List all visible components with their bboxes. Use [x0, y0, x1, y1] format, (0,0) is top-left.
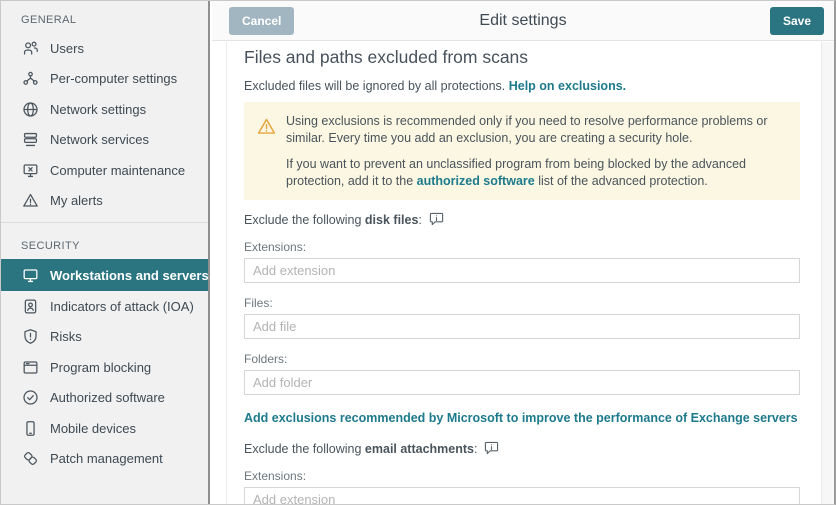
- email-attachments-heading: [244, 441, 800, 456]
- sidebar-item-per-computer-settings[interactable]: [1, 64, 208, 95]
- email-extensions-input[interactable]: [244, 487, 800, 504]
- sidebar-item-patch-management[interactable]: [1, 444, 208, 475]
- email-attachments-heading-prefix: Exclude the following: [244, 441, 362, 456]
- intro-sentence: Excluded files will be ignored by all protections.: [244, 79, 506, 93]
- sidebar-item-computer-maintenance[interactable]: [1, 155, 208, 186]
- sidebar-item-workstations-and-servers[interactable]: [1, 259, 208, 291]
- server-stack-icon: [20, 129, 41, 150]
- warning-paragraph-1: Using exclusions is recommended only if you need to resolve performance problems or similar. Every time you add an exclusion, you are creating a security hole.: [286, 114, 768, 145]
- disk-extensions-group: [244, 240, 800, 283]
- patch-icon: [20, 448, 41, 469]
- warning-paragraph-2: [286, 156, 784, 190]
- email-attachments-heading-bold: email attachments: [364, 441, 474, 456]
- disk-files-label: Files:: [244, 296, 273, 310]
- intro-text: [244, 79, 800, 93]
- microsoft-exclusions-link[interactable]: Add exclusions recommended by Microsoft to improve the performance of Exchange servers: [244, 411, 798, 425]
- sidebar: [1, 1, 210, 504]
- main-panel: [212, 1, 834, 504]
- page-title: Files and paths excluded from scans: [244, 47, 529, 67]
- sidebar-item-risks[interactable]: [1, 322, 208, 353]
- disk-folders-group: [244, 352, 800, 395]
- disk-files-heading: [244, 212, 800, 227]
- sidebar-item-label: Indicators of attack (IOA): [50, 298, 194, 314]
- email-extensions-group: [244, 469, 800, 504]
- sidebar-item-program-blocking[interactable]: [1, 352, 208, 383]
- warning-triangle-icon: [256, 113, 286, 190]
- cancel-button[interactable]: Cancel: [229, 7, 294, 35]
- disk-files-heading-suffix: :: [418, 212, 422, 227]
- sidebar-item-label: Risks: [50, 329, 82, 345]
- sidebar-item-users[interactable]: [1, 33, 208, 64]
- sidebar-item-label: Per-computer settings: [50, 71, 178, 87]
- sidebar-item-my-alerts[interactable]: [1, 186, 208, 217]
- users-icon: [20, 38, 41, 59]
- share-nodes-icon: [20, 68, 41, 89]
- monitor-icon: [20, 265, 41, 286]
- info-tooltip-icon[interactable]: [484, 441, 499, 456]
- disk-folders-label: Folders:: [244, 352, 288, 366]
- email-extensions-label: Extensions:: [244, 469, 307, 483]
- help-on-exclusions-link[interactable]: Help on exclusions.: [508, 79, 627, 93]
- shield-exclamation-icon: [20, 326, 41, 347]
- sidebar-item-network-services[interactable]: [1, 125, 208, 156]
- sidebar-item-authorized-software[interactable]: [1, 383, 208, 414]
- microsoft-exclusions-row: [244, 411, 800, 425]
- globe-icon: [20, 99, 41, 120]
- sidebar-item-indicators-of-attack[interactable]: [1, 291, 208, 322]
- sidebar-item-label: Program blocking: [50, 359, 152, 375]
- warning-box: [244, 102, 800, 200]
- sidebar-item-label: Workstations and servers: [50, 267, 209, 283]
- disk-folders-input[interactable]: [244, 370, 800, 395]
- sidebar-item-mobile-devices[interactable]: [1, 413, 208, 444]
- info-tooltip-icon[interactable]: [429, 212, 444, 227]
- sidebar-item-label: Network settings: [50, 101, 147, 117]
- disk-files-input[interactable]: [244, 314, 800, 339]
- warning-paragraph-2-before: If you want to prevent an unclassified program from being blocked by the advanced protection, add it to the: [286, 157, 746, 188]
- sidebar-item-label: Users: [50, 40, 84, 56]
- browser-window-icon: [20, 357, 41, 378]
- page-header-title: Edit settings: [479, 11, 567, 29]
- save-button[interactable]: Save: [770, 7, 824, 35]
- disk-files-group: [244, 296, 800, 339]
- warning-text: [286, 113, 784, 190]
- smartphone-icon: [20, 418, 41, 439]
- sidebar-item-network-settings[interactable]: [1, 94, 208, 125]
- authorized-software-link[interactable]: authorized software: [416, 174, 535, 188]
- check-circle-icon: [20, 387, 41, 408]
- sidebar-item-label: Patch management: [50, 451, 163, 467]
- alert-triangle-icon: [20, 190, 41, 211]
- sidebar-item-label: Computer maintenance: [50, 162, 186, 178]
- disk-files-heading-prefix: Exclude the following: [244, 212, 362, 227]
- monitor-x-icon: [20, 160, 41, 181]
- id-badge-icon: [20, 296, 41, 317]
- sidebar-section-general: GENERAL: [21, 14, 77, 26]
- warning-paragraph-2-after: list of the advanced protection.: [534, 174, 708, 188]
- settings-content: [226, 42, 808, 504]
- sidebar-section-security: SECURITY: [21, 240, 80, 252]
- sidebar-item-label: My alerts: [50, 193, 103, 209]
- sidebar-item-label: Network services: [50, 132, 149, 148]
- sidebar-item-label: Authorized software: [50, 390, 165, 406]
- disk-extensions-input[interactable]: [244, 258, 800, 283]
- disk-files-heading-bold: disk files: [364, 212, 419, 227]
- disk-extensions-label: Extensions:: [244, 240, 307, 254]
- vertical-scrollbar[interactable]: [821, 42, 834, 504]
- header-bar: [212, 1, 834, 41]
- email-attachments-heading-suffix: :: [474, 441, 478, 456]
- sidebar-item-label: Mobile devices: [50, 420, 136, 436]
